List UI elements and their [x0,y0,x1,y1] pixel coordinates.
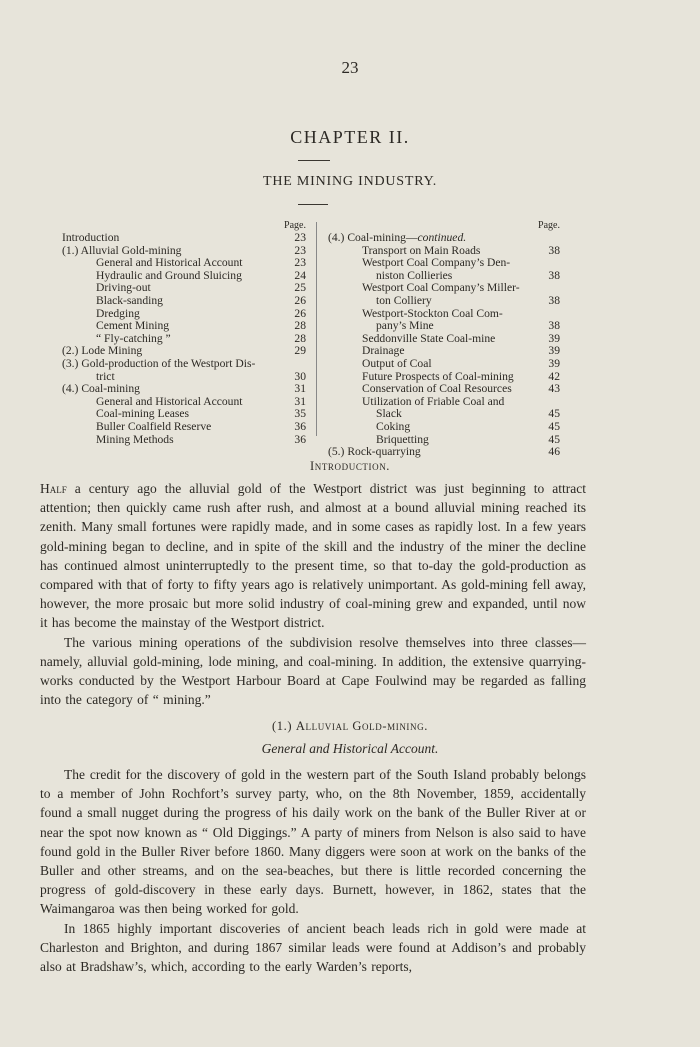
toc-entry-title: Westport Coal Company’s Den- [362,257,511,270]
divider [298,204,328,205]
toc-entry [328,333,560,346]
toc-entry-title: Cement Mining [96,320,170,333]
toc-entry-page: 38 [548,319,560,333]
toc-entry [328,245,560,258]
toc-entry-page: 30 [294,369,306,383]
toc-entry [328,434,560,447]
toc-entry-page: 45 [548,407,560,421]
toc-entry [62,308,306,321]
paragraph-body: a century ago the alluvial gold of the Westport district was just beginning to attract attention; then quickly came rush after rush, and almost at a bound alluvial mining reached its zenith. Many small fortunes were rapidly made, and in some cases as rapidly lost. In a few years gold-mining began to decline, and in spite of the skill and the industry of the miner the decline has continued almost uninterruptedly to the present time, so that to-day the gold-production as compared with that of forty to fifty years ago is relatively unimportant. As gold-mining fell away, however, the more prosaic but more solid industry of coal-mining grew and expanded, until now it has become the mainstay of the Westport district. [40,481,586,631]
toc-entry [62,295,306,308]
toc-entry-page: 39 [548,331,560,345]
toc-entry-title: Seddonville State Coal-mine [362,332,496,345]
toc-entry-title: Coking [376,420,411,433]
toc-entry-title: ton Colliery [376,294,432,307]
toc-entry [62,408,306,421]
toc-entry-page: 23 [294,243,306,257]
toc-entry [328,396,560,409]
toc-entry [62,245,306,258]
page-number: 23 [341,58,359,77]
toc-entry [328,295,560,308]
toc-entry-page: 45 [548,419,560,433]
toc-entry-page: 23 [294,231,306,244]
section-heading [0,719,700,734]
toc-entry-title: (2.) Lode Mining [62,345,143,358]
toc-entry-title: pany’s Mine [376,320,434,333]
toc-entry-title: Buller Coalfield Reserve [96,420,212,433]
toc-entry [328,232,560,245]
toc-entry-page: 31 [294,382,306,396]
toc-entry [62,396,306,409]
toc-entry [328,320,560,333]
toc-entry [62,345,306,358]
toc-entry-title: Black-sanding [96,294,163,307]
toc-entry-page: 43 [548,382,560,396]
toc-entry-title: (1.) Alluvial Gold-mining [62,244,182,257]
toc-entry-page: 31 [294,394,306,408]
toc-entry [62,282,306,295]
toc-continued-heading: (4.) Coal-mining—continued. [328,232,467,244]
toc-entry-page: 36 [294,419,306,433]
toc-entry [62,421,306,434]
body-text [40,765,586,976]
introduction-text [40,479,586,709]
toc-entry-title: (3.) Gold-production of the Westport Dis- [62,357,256,370]
toc-entry-title: Slack [376,408,402,421]
toc-entry-page: 39 [548,356,560,370]
toc-entry-page: 26 [294,306,306,320]
toc-entry-page: 42 [548,369,560,383]
toc-entry [62,320,306,333]
toc-entry [328,421,560,434]
toc-entry [328,408,560,421]
toc-entry-page: 38 [548,268,560,282]
toc-entry-page: 25 [294,281,306,295]
toc-entry-title: Transport on Main Roads [362,244,481,257]
toc-entry-page: 36 [294,432,306,446]
toc-entry-title: Coal-mining Leases [96,408,190,421]
toc-entry [62,383,306,396]
toc-entry [328,282,560,295]
toc-entry [62,434,306,447]
toc-entry-title: (5.) Rock-quarrying [328,446,421,459]
toc-entry-title: niston Collieries [376,269,453,282]
toc-entry-title: Future Prospects of Coal-mining [362,370,514,383]
toc-entry [62,371,306,384]
toc-entry-page: 26 [294,293,306,307]
toc-left-column [62,220,306,446]
toc-entry-page: 46 [548,445,560,459]
chapter-title: THE MINING INDUSTRY. [262,174,438,189]
toc-entry-title: Output of Coal [362,357,432,370]
toc-entry [328,257,560,270]
toc-entry-page: 28 [294,331,306,345]
toc-entry-page: 24 [294,268,306,282]
toc-entry [328,371,560,384]
toc-column-divider [316,222,317,436]
toc-entry [62,358,306,371]
toc-entry-title: Westport-Stockton Coal Com- [362,307,503,320]
toc-entry-title: Briquetting [376,433,429,446]
toc-entry [62,333,306,346]
toc-entry-title: General and Historical Account [96,257,243,270]
toc-entry-page: 35 [294,407,306,421]
toc-entry-title: Westport Coal Company’s Miller- [362,282,520,295]
toc-entry-title: Utilization of Friable Coal and [362,395,505,408]
toc-entry-page: 23 [294,256,306,270]
toc-entry [328,270,560,283]
toc-entry-title: Dredging [96,307,140,320]
paragraph [40,479,586,633]
toc-entry [62,257,306,270]
toc-entry-page: 28 [294,319,306,333]
subsection-heading: General and Historical Account. [261,741,439,756]
toc-entry [62,270,306,283]
toc-entry [328,383,560,396]
toc-entry-title: trict [96,370,115,383]
chapter-heading: CHAPTER II. [290,127,410,147]
toc-page-label: Page. [538,220,560,231]
divider [298,160,330,161]
toc-entry [328,345,560,358]
toc-entry-title: (4.) Coal-mining [62,383,140,396]
toc-entry-title: General and Historical Account [96,395,243,408]
toc-entry [62,232,306,245]
paragraph: In 1865 highly important discoveries of ancient beach leads rich in gold were made at Charleston and Brighton, and during 1867 similar leads were found at Addison’s and probably also at Bradshaw’s, which, according to the early Warden’s reports, [40,920,586,975]
toc-page-label: Page. [284,220,306,231]
toc-entry-title: Drainage [362,345,405,358]
toc-entry-page: 39 [548,344,560,358]
toc-entry-title: Hydraulic and Ground Sluicing [96,269,242,282]
toc-entry-page: 38 [548,243,560,257]
toc-entry-page: 45 [548,432,560,446]
toc-right-column [328,220,560,459]
section-title: Alluvial Gold-mining. [295,719,428,733]
toc-entry-title: Driving-out [96,282,151,295]
section-number: (1.) [272,719,293,733]
toc-entry [328,358,560,371]
toc-entry-title: “ Fly-catching ” [96,332,171,345]
toc-entry-title: Mining Methods [96,433,174,446]
toc-entry-page: 29 [294,344,306,358]
toc-entry-page: 38 [548,293,560,307]
introduction-heading: Introduction. [309,459,391,473]
toc-entry [328,446,560,459]
paragraph: The credit for the discovery of gold in the western part of the South Island probably belongs to a member of John Rochfort’s survey party, who, on the 8th November, 1859, accidentally found a small nugget during the progress of his daily work on the bank of the Buller River at or near the spot now known as “ Old Diggings.” A party of miners from Nelson is also said to have found gold in the Buller River before 1860. Many diggers were soon at work on the banks of the Buller and other streams, and on the sea-beaches, but there is little recorded concerning the progress of gold-discovery in these early days. Burnett, however, in 1862, states that the Waimangaroa was then being worked for gold. [40,767,586,917]
toc-entry-title: Conservation of Coal Resources [362,383,512,396]
paragraph-lead: Half [40,481,67,496]
toc-entry-title: Introduction [62,232,120,244]
toc-entry [328,308,560,321]
paragraph: The various mining operations of the subdivision resolve themselves into three classes—namely, alluvial gold-mining, lode mining, and coal-mining. In addition, the extensive quarrying-works conducted by the Westport Harbour Board at Cape Foulwind may be regarded as falling into the category of “ mining.” [40,634,586,708]
